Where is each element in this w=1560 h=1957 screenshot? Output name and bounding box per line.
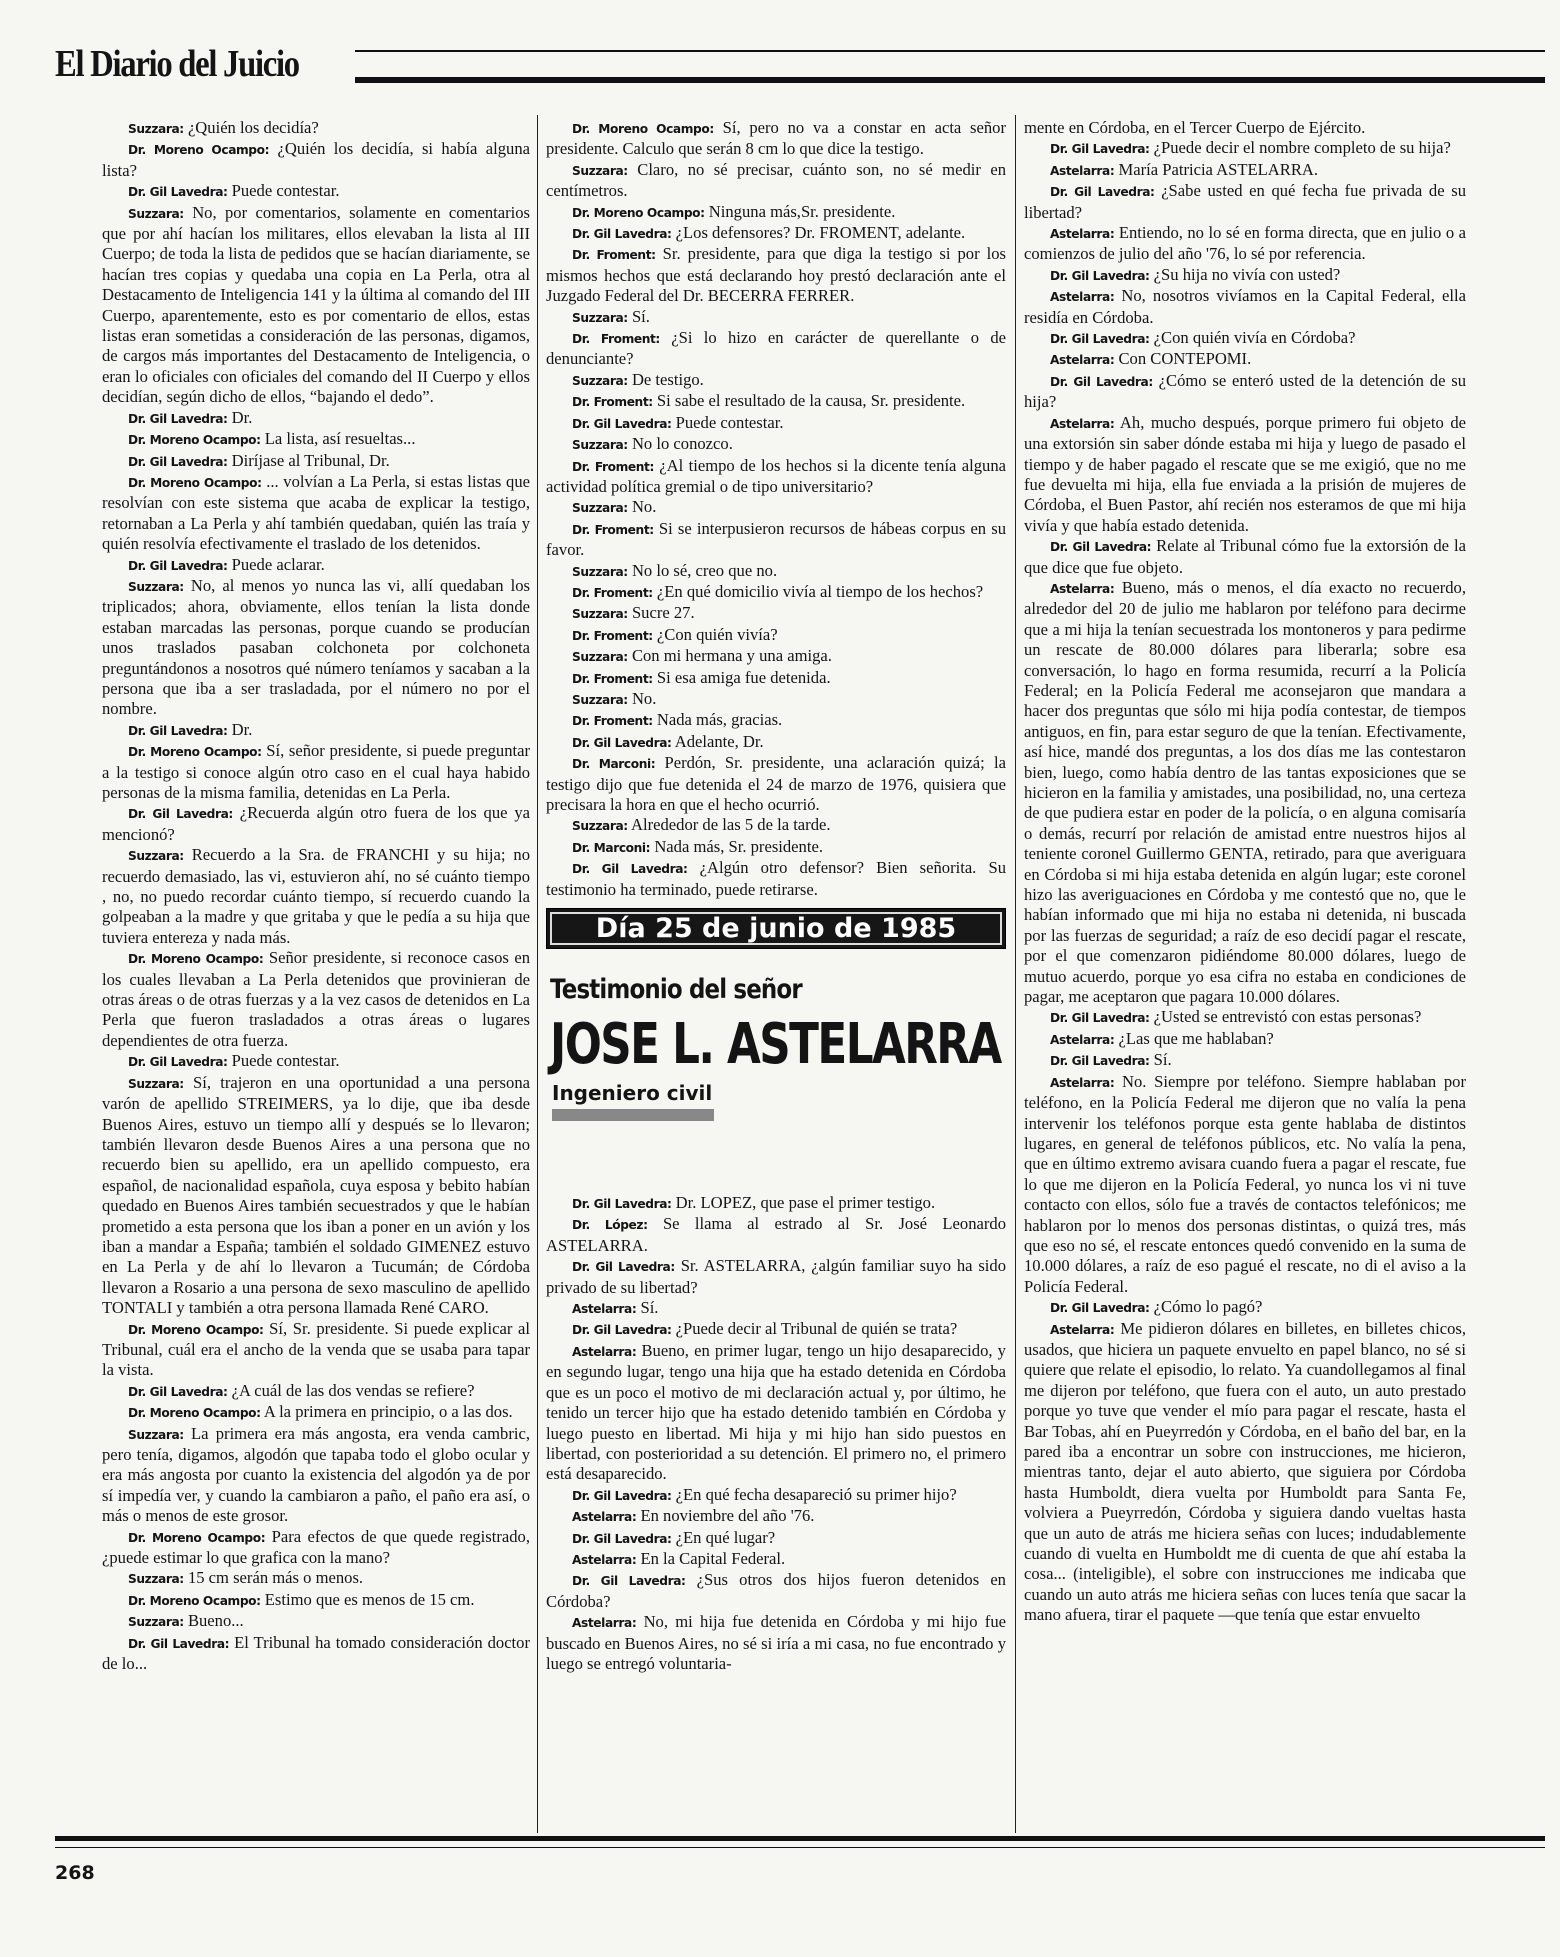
speech-text: Relate al Tribunal cómo fue la extorsión de la que dice que fue objeto. [1024,536,1466,577]
speech-text: Con CONTEPOMI. [1118,349,1252,369]
speech-text: No, al menos yo nunca las vi, allí quedaban los triplicados; ahora, obviamente, ellos tenían la lista donde estaban marcadas las personas, porque cuando se producían unos traslados pasaban colchoneta por colchoneta preguntándonos a nosotros qué número teníamos y sacaban a la persona que iba a ser trasladada, por el número no por el nombre. [102,575,530,719]
speech-text: Perdón, Sr. presidente, una aclaración quizá; la testigo dijo que fue detenida el 24 de marzo de 1976, quisiera que precisara la hora en que el hecho ocurrió. [546,753,1006,814]
speech-text: Recuerdo a la Sra. de FRANCHI y su hija; no recuerdo demasiado, las vi, estuvieron ahí, no sé cuánto tiempo , no, no puedo recordar cuánto tiempo, sí recuerdo cuando la golpeaban a la madre y que gritaba y que le pedía a su hija que tuviera entereza y nada más. [102,845,530,947]
speech-text: No. [631,497,657,517]
transcript-paragraph [546,1193,1006,1214]
speaker-label: Dr. Gil Lavedra: [572,1488,672,1503]
speaker-label: Dr. Marconi: [572,840,651,855]
transcript-paragraph [546,1319,1006,1340]
speech-text: ¿Usted se entrevistó con estas personas? [1153,1007,1422,1027]
transcript-paragraph [1024,371,1466,413]
speaker-label: Dr. Moreno Ocampo: [128,952,264,967]
speaker-label: Suzzara: [572,310,628,325]
speaker-label: Astelarra: [1050,1075,1115,1090]
speech-text: Se llama al estrado al Sr. José Leonardo ASTELARRA. [546,1214,1006,1255]
transcript-paragraph [546,815,1006,836]
speech-text: Dr. [231,719,253,739]
transcript-paragraph [1024,1072,1466,1297]
speaker-label: Dr. Gil Lavedra: [128,1055,228,1070]
transcript-paragraph [546,1506,1006,1527]
speaker-label: Suzzara: [128,1427,184,1442]
speech-text: Bueno, en primer lugar, tengo un hijo desaparecido, y en segundo lugar, tengo una hija que ha estado detenida en Córdoba que es un poco el motivo de mi declaración actual y, por último, he tenido un tercer hijo que ha estado detenido también en Córdoba y luego puesto en libertad. Mi hija y mi hijo han sido puestos en libertad, con posterioridad a su detención. El primero no, el primero está desaparecido. [546,1340,1006,1484]
speech-text: La primera era más angosta, era venda cambric, pero tenía, digamos, algodón que tapaba todo el globo ocular y era más angosta por cuanto la existencia del algodón ya de por sí impedía ver, y cuando la cambiaron a paño, el paño era así, o más o menos de este grosor. [102,1423,530,1526]
speaker-label: Astelarra: [1050,290,1115,305]
speech-text: ¿Recuerda algún otro fuera de los que ya mencionó? [102,803,531,844]
transcript-paragraph [1024,286,1466,328]
transcript-paragraph [546,1214,1006,1256]
speech-text: ¿Al tiempo de los hechos si la dicente tenía alguna actividad política gremial o de tipo universitario? [546,455,1007,496]
speech-text: El Tribunal ha tomado consideración doctor de lo... [102,1632,530,1674]
transcript-paragraph [102,1568,530,1589]
speaker-label: Astelarra: [1050,1322,1115,1337]
transcript-paragraph [546,160,1006,202]
transcript-paragraph [546,582,1006,603]
speaker-label: Dr. Moreno Ocampo: [572,205,705,220]
speaker-label: Suzzara: [128,1572,184,1587]
speech-text: En noviembre del año '76. [640,1506,815,1526]
speech-text: Si esa amiga fue detenida. [656,667,831,687]
transcript-paragraph [102,181,530,202]
transcript-paragraph [102,1073,530,1319]
transcript-paragraph [546,391,1006,412]
transcript-paragraph [102,451,530,472]
masthead-rule-thin [355,50,1545,52]
transcript-paragraph [546,710,1006,731]
footer-rule-thick [55,1836,1545,1841]
speech-text: mente en Córdoba, en el Tercer Cuerpo de Ejército. [1024,118,1366,137]
speech-text: Sí, Sr. presidente. Si puede explicar al Tribunal, cuál era el ancho de la venda que se usaba para tapar la vista. [102,1318,530,1380]
speaker-label: Dr. Gil Lavedra: [1050,1301,1150,1316]
transcript-paragraph [102,803,530,845]
speech-text: Entiendo, no lo sé en forma directa, que en julio o a comienzos de julio del año '76, lo sé por referencia. [1024,223,1467,264]
transcript-paragraph [546,646,1006,667]
transcript-paragraph [102,1633,530,1675]
speech-text: Señor presidente, si reconoce casos en los cuales llevaban a La Perla detenidos que provinieran de otras áreas o de otras fuerzas y a la vez casos de detenidos en La Perla que fueron trasladados a otras áreas o lugares dependientes de otra fuerza. [102,948,530,1050]
speaker-label: Suzzara: [572,501,628,516]
speech-text: Si sabe el resultado de la causa, Sr. presidente. [656,391,966,411]
speaker-label: Dr. Marconi: [572,757,656,772]
transcript-paragraph [546,370,1006,391]
speaker-label: Astelarra: [572,1302,637,1317]
speech-text: ¿Quién los decidía, si había alguna lista? [102,139,530,180]
speaker-label: Dr. Gil Lavedra: [572,1197,672,1212]
transcript-paragraph [102,118,530,139]
speech-text: Sí. [631,306,650,326]
speech-text: No, nosotros vivíamos en la Capital Federal, ella residía en Córdoba. [1024,286,1466,327]
column-2-bottom-text [546,1193,1006,1674]
speech-text: No lo sé, creo que no. [631,560,778,580]
transcript-paragraph [102,720,530,741]
transcript-paragraph [1024,138,1466,159]
transcript-paragraph [1024,118,1466,138]
transcript-paragraph [1024,1029,1466,1050]
date-band: Día 25 de junio de 1985 [546,908,1006,949]
speech-text: Puede contestar. [231,1051,340,1071]
speaker-label: Dr. Gil Lavedra: [1050,332,1150,347]
speaker-label: Astelarra: [1050,581,1115,596]
speech-text: ¿Las que me hablaban? [1118,1028,1274,1048]
speaker-label: Dr. Froment: [572,671,653,686]
transcript-paragraph [546,307,1006,328]
transcript-paragraph [546,497,1006,518]
transcript-paragraph [102,741,530,803]
speech-text: Puede contestar. [675,412,784,432]
speech-text: Diríjase al Tribunal, Dr. [231,450,390,470]
speaker-label: Dr. Gil Lavedra: [128,1384,228,1399]
speech-text: ¿En qué fecha desapareció su primer hijo? [675,1484,957,1504]
speech-text: ¿Quién los decidía? [187,118,319,137]
speaker-label: Dr. Gil Lavedra: [128,558,228,573]
page-number: 268 [55,1862,95,1884]
transcript-paragraph [546,519,1006,561]
speech-text: ¿Cómo lo pagó? [1153,1297,1263,1317]
speaker-label: Dr. Gil Lavedra: [128,411,228,426]
speaker-label: Suzzara: [128,849,184,864]
transcript-paragraph [102,555,530,576]
speaker-label: Dr. Gil Lavedra: [1050,268,1150,283]
transcript-paragraph [102,139,530,181]
speech-text: Puede contestar. [231,181,340,201]
speech-text: Sí. [640,1298,659,1318]
transcript-paragraph [1024,413,1466,536]
speech-text: ¿Puede decir al Tribunal de quién se trata? [675,1319,958,1339]
transcript-paragraph [546,732,1006,753]
speech-text: Claro, no sé precisar, cuánto son, no sé medir en centímetros. [546,159,1006,201]
speech-text: ¿A cuál de las dos vendas se refiere? [231,1380,475,1400]
transcript-paragraph [102,1590,530,1611]
transcript-paragraph [102,1424,530,1527]
transcript-paragraph [102,948,530,1051]
speech-text: Con mi hermana y una amiga. [631,646,832,666]
text-column-2 [546,118,1006,1674]
speaker-label: Dr. Gil Lavedra: [1050,540,1152,555]
transcript-paragraph [546,1256,1006,1298]
transcript-paragraph [546,753,1006,815]
transcript-paragraph [546,456,1006,498]
speech-text: Sucre 27. [631,603,695,623]
speaker-label: Dr. Froment: [572,332,660,347]
transcript-paragraph [546,202,1006,223]
speech-text: A la primera en principio, o a las dos. [263,1402,513,1422]
speaker-label: Dr. Gil Lavedra: [1050,142,1150,157]
transcript-paragraph [102,1319,530,1381]
speech-text: Sr. presidente, para que diga la testigo si por los mismos hechos que está declarando hoy prestó declaración ante el Juzgado Federal del Dr. BECERRA FERRER. [546,244,1006,306]
speaker-label: Suzzara: [572,692,628,707]
speaker-label: Dr. Froment: [572,585,653,600]
speech-text: ¿Su hija no vivía con usted? [1153,264,1341,284]
speaker-label: Dr. Gil Lavedra: [128,185,228,200]
transcript-paragraph [546,603,1006,624]
speaker-label: Dr. Gil Lavedra: [572,227,672,242]
speaker-label: Dr. Froment: [572,395,653,410]
witness-role: Ingeniero civil [552,1081,713,1106]
speaker-label: Suzzara: [128,1615,184,1630]
transcript-paragraph [1024,160,1466,181]
transcript-paragraph [102,1051,530,1072]
transcript-paragraph [546,1528,1006,1549]
speech-text: De testigo. [631,369,704,389]
speaker-label: Suzzara: [572,373,628,388]
speech-text: Ah, mucho después, porque primero fui objeto de una extorsión sin saber dónde estaba mi hija y luego de pasado el tiempo y de haber pagado el rescate que se me exigió, que no me fue devuelta mi hija, ella fue enviada a la prisión de mujeres de Córdoba, el Buen Pastor, ahí recién nos esteramos de que mi hija vivía y que había estado detenida. [1024,412,1466,535]
transcript-paragraph [546,1341,1006,1485]
speech-text: ¿Con quién vivía en Córdoba? [1153,328,1356,348]
masthead-rule-thick [355,77,1545,83]
transcript-paragraph [1024,578,1466,1008]
speech-text: ¿Sabe usted en qué fecha fue privada de su libertad? [1024,181,1466,222]
speech-text: No lo conozco. [631,434,733,454]
speech-text: Dr. LOPEZ, que pase el primer testigo. [675,1193,936,1213]
speaker-label: Dr. Froment: [572,522,654,537]
transcript-paragraph [102,1402,530,1423]
transcript-paragraph [546,244,1006,306]
transcript-paragraph [102,408,530,429]
speaker-label: Dr. Moreno Ocampo: [128,745,262,760]
speaker-label: Dr. Moreno Ocampo: [128,475,262,490]
transcript-paragraph [102,1381,530,1402]
transcript-paragraph [546,413,1006,434]
speaker-label: Suzzara: [128,579,184,594]
speaker-label: Dr. Gil Lavedra: [572,735,672,750]
speech-text: En la Capital Federal. [640,1548,786,1568]
speaker-label: Suzzara: [128,206,184,221]
speech-text: Dr. [231,407,253,427]
speech-text: Estimo que es menos de 15 cm. [264,1589,475,1609]
transcript-paragraph [102,429,530,450]
transcript-paragraph [1024,223,1466,265]
speech-text: Alrededor de las 5 de la tarde. [631,815,831,835]
speaker-label: Suzzara: [572,163,628,178]
speaker-label: Astelarra: [1050,163,1115,178]
speaker-label: Dr. Gil Lavedra: [572,862,688,877]
transcript-paragraph [546,668,1006,689]
speaker-label: Suzzara: [572,650,628,665]
speaker-label: Dr. Moreno Ocampo: [128,1406,261,1421]
speaker-label: Dr. Froment: [572,459,654,474]
speech-text: María Patricia ASTELARRA. [1118,159,1319,179]
speaker-label: Suzzara: [572,438,628,453]
speech-text: Bueno, más o menos, el día exacto no recuerdo, alrededor del 20 de julio me hablaron por teléfono para decirme que a mi hija la tenían secuestrada los montoneros y para pedirme un rescate de 80.000 dólares para liberarla; sobre esa conversación, lo hago en forma resumida, recurrí a la Policía Federal; en la Policía Federal me aconsejaron que mandara a hacer dos preguntas que sólo mi hija podía contestar, de tiempos antiguos, en fin, para estar seguro de que la tenían. Efectivamente, así hice, mandé dos preguntas, a los dos días me las contestaron bien, luego, como había dentro de las tantas exposiciones que se hicieron en la familia y amistades, una posibilidad, no, una certeza de que pudiera estar en poder de la policía, o en alguna comisaría o demás, recurrí por relación de amistad entre nuestros hijos al teniente coronel Guillermo GENTA, retirado, para que averiguara en Córdoba si mi hija estaba detenida en algún lugar; este coronel hizo las averiguaciones en Córdoba y me contestó que no, que le habían informado que mi hija no estaba ni detenida, ni buscada por las fuerzas de seguridad; a raíz de eso decidí pagar el rescate, por el que comenzaron pidiéndome 80.000 dólares, luego de mutuo acuerdo, porque yo esa cifra no estaba en condiciones de pagar, me aceptaron que pagara 10.000 dólares. [1024,577,1466,1007]
transcript-paragraph [546,1570,1006,1612]
transcript-paragraph [102,845,530,948]
transcript-paragraph [102,1611,530,1632]
witness-name: JOSE L. ASTELARRA [550,1012,1001,1078]
speaker-label: Astelarra: [1050,227,1115,242]
transcript-paragraph [102,472,530,555]
speaker-label: Astelarra: [572,1552,637,1567]
transcript-paragraph [546,625,1006,646]
speaker-label: Dr. Gil Lavedra: [128,723,228,738]
transcript-paragraph [102,576,530,720]
transcript-paragraph [1024,349,1466,370]
speech-text: Sí, señor presidente, si puede preguntar a la testigo si conoce algún otro caso en el cual haya habido personas de la misma familia, detenidas en La Perla. [102,741,530,802]
speech-text: ¿En qué lugar? [675,1527,776,1547]
transcript-paragraph [546,118,1006,160]
speaker-label: Dr. Gil Lavedra: [128,807,233,822]
speech-text: Si se interpusieron recursos de hábeas corpus en su favor. [546,518,1006,560]
speech-text: Sí, trajeron en una oportunidad a una persona varón de apellido STREIMERS, ya lo dije, que iba desde Buenos Aires, estuvo un tiempo allí y después se lo llevaron; también llevaron desde Buenos Aires a una persona que no recuerdo bien su apellido, era un apellido compuesto, era español, de nacionalidad española, cuya esposa y bebito habían quedado en Buenos Aires también secuestrados y que le habían prometido a esta persona que los iban a poner en un avión y los iban a mandar a España; también el soldado GIMENEZ estuvo en La Perla y de ahí lo llevaron a Tucumán; de Córdoba llevaron a Rosario a una persona de sexo masculino de apellido TONTALI y también a otra persona llamada René CARO. [102,1072,530,1318]
speaker-label: Dr. Moreno Ocampo: [128,143,270,158]
speech-text: 15 cm serán más o menos. [187,1568,364,1588]
speaker-label: Dr. Gil Lavedra: [572,1323,672,1338]
column-2-top-text [546,118,1006,900]
speaker-label: Suzzara: [128,122,184,136]
speech-text: ¿Los defensores? Dr. FROMENT, adelante. [675,223,966,243]
speaker-label: Astelarra: [1050,353,1115,368]
speaker-label: Suzzara: [572,564,628,579]
speaker-label: Astelarra: [1050,1032,1115,1047]
speech-text: ¿Puede decir el nombre completo de su hija? [1153,138,1451,158]
speaker-label: Suzzara: [572,607,628,622]
speaker-label: Dr. Gil Lavedra: [572,416,672,431]
speaker-label: Dr. Moreno Ocampo: [128,433,261,448]
speech-text: ¿Cómo se enteró usted de la detención de su hija? [1024,370,1467,412]
transcript-paragraph [1024,328,1466,349]
column-divider-1 [537,115,538,1833]
transcript-paragraph [546,1298,1006,1319]
speech-text: Adelante, Dr. [674,731,764,751]
speech-text: No. [631,688,657,708]
decorative-grey-bar [552,1109,714,1121]
transcript-paragraph [546,1612,1006,1674]
speech-text: ¿Si lo hizo en carácter de querellante o de denunciante? [546,328,1006,369]
speaker-label: Dr. Gil Lavedra: [128,454,228,469]
speaker-label: Dr. Gil Lavedra: [128,1636,230,1651]
speech-text: Sr. ASTELARRA, ¿algún familiar suyo ha sido privado de su libertad? [546,1256,1006,1297]
speech-text: Nada más, gracias. [656,710,783,730]
transcript-paragraph [1024,1297,1466,1318]
speaker-label: Dr. Froment: [572,248,656,263]
transcript-paragraph [546,1549,1006,1570]
speaker-label: Dr. Gil Lavedra: [1050,1054,1150,1069]
speaker-label: Dr. Froment: [572,628,653,643]
transcript-paragraph [546,328,1006,370]
text-column-1 [102,118,530,1674]
speaker-label: Dr. Gil Lavedra: [1050,185,1155,200]
speaker-label: Dr. López: [572,1218,648,1233]
transcript-paragraph [1024,536,1466,578]
speech-text: Sí, pero no va a constar en acta señor presidente. Calculo que serán 8 cm lo que dice la testigo. [546,118,1006,159]
speech-text: Bueno... [187,1611,244,1631]
transcript-paragraph [546,434,1006,455]
transcript-paragraph [546,689,1006,710]
speaker-label: Astelarra: [572,1616,637,1631]
speaker-label: Dr. Froment: [572,714,653,729]
speaker-label: Astelarra: [1050,416,1115,431]
transcript-paragraph [1024,1319,1466,1626]
transcript-paragraph [1024,1050,1466,1071]
speaker-label: Dr. Gil Lavedra: [1050,374,1153,389]
transcript-paragraph [1024,265,1466,286]
speaker-label: Dr. Moreno Ocampo: [128,1593,261,1608]
speech-text: ... volvían a La Perla, si estas listas que resolvían con este sistema que acaba de explicar la testigo, retornaban a La Perla y ahí también quedaban, quién las traía y quién resolvía efectivamente el traslado de los detenidos. [102,471,530,554]
speech-text: ¿Algún otro defensor? Bien señorita. Su testimonio ha terminado, puede retirarse. [546,858,1007,899]
speaker-label: Astelarra: [572,1344,637,1359]
transcript-paragraph [546,223,1006,244]
speaker-label: Dr. Moreno Ocampo: [572,122,714,136]
speech-text: La lista, así resueltas... [264,429,416,449]
transcript-paragraph [546,858,1006,900]
speech-text: No, mi hija fue detenida en Córdoba y mi hijo fue buscado en Buenos Aires, no sé si iría a mi casa, no fue encontrado y luego se entregó voluntaria- [546,1612,1006,1673]
speech-text: ¿Con quién vivía? [656,624,778,644]
speech-text: Me pidieron dólares en billetes, en billetes chicos, usados, que hiciera un paquete envuelto en papel blanco, no sé si quiere que relate el episodio, lo relato. Ya cuandollegamos al final me dijeron por teléfono, que fuera con el auto, un auto prestado porque yo tuve que vender el mío para pagar el rescate, hasta el Bar Tobas, ahí en Pueyrredón y Córdoba, en el baño del bar, en la pared iba a encontrar un sobre con instrucciones, me hicieron, mientras tanto, dejar el auto abierto, que siguiera por Córdoba hasta Humboldt, diera vuelta por Humboldt para Santa Fe, volviera a Pueyrredón, Córdoba y siguiera dando vueltas hasta que un auto de atrás me hiciera señas con luces; indudablemente cuando di vuelta en Humboldt me di cuenta de que ahí estaba la cosa... (inteligible), el sobre con instrucciones me indicaba que cuando un auto atrás me hiciera señas con luces tenía que sacar la mano afuera, tirar el paquete —que tenía que estar envuelto [1024,1318,1466,1625]
speaker-label: Suzzara: [128,1076,184,1091]
speech-text: Para efectos de que quede registrado, ¿puede estimar lo que grafica con la mano? [102,1526,530,1568]
speech-text: Nada más, Sr. presidente. [654,836,823,856]
speaker-label: Dr. Gil Lavedra: [572,1531,672,1546]
transcript-paragraph [1024,181,1466,223]
speaker-label: Dr. Gil Lavedra: [572,1574,686,1589]
speaker-label: Dr. Moreno Ocampo: [128,1322,264,1337]
footer-rule-thin [55,1847,1545,1848]
column-divider-2 [1015,115,1016,1833]
testimony-kicker: Testimonio del señor [550,974,802,1006]
speech-text: ¿Sus otros dos hijos fueron detenidos en Córdoba? [546,1570,1006,1611]
speech-text: Puede aclarar. [231,554,325,574]
speaker-label: Astelarra: [572,1510,637,1525]
text-column-3 [1024,118,1466,1626]
transcript-paragraph [546,837,1006,858]
speaker-label: Suzzara: [572,819,628,834]
transcript-paragraph [546,1485,1006,1506]
speech-text: No, por comentarios, solamente en comentarios que por ahí hacían los militares, ellos elevaban la lista al III Cuerpo; de toda la lista de pedidos que se hacían diariamente, se hacían tres copias y quedaba una copia en La Perla, otra al Destacamento de Inteligencia 141 y la última al comando del III Cuerpo, aparentemente, esto es por comentario de ellos, estas listas eran sometidas a consideración de las personas, digamos, de cargos más importantes del Destacamento de Inteligencia, o eran lo oficiales con oficiales del comando del II Cuerpo y ellos decidían, según dicho de ellos, “bajando el dedo”. [102,202,530,407]
transcript-paragraph [1024,1007,1466,1028]
transcript-paragraph [546,561,1006,582]
masthead [55,42,1545,90]
speech-text: No. Siempre por teléfono. Siempre hablaban por teléfono, en la Policía Federal me dijeron que no valía la pena intervenir los teléfonos porque esta gente hablaba de distintos lugares, en general de teléfonos públicos, etc. No valía la pena, que en último extremo avisara cuando fuera a pagar el rescate, fue lo que me dijeron en la Policía Federal, yo nunca los vi ni tuve contacto con ellos, sólo fue a través de contactos telefónicos; me hablaron por lo menos dos personas distintas, o quizá tres, más que eso no sé, el rescate entonces quedó convenido en la suma de 10.000 dólares, a raíz de eso pagué el rescate, no di el aviso a la Policía Federal. [1024,1071,1466,1296]
speech-text: Sí. [1153,1050,1172,1070]
speaker-label: Dr. Gil Lavedra: [572,1260,675,1275]
transcript-paragraph [102,1527,530,1569]
speaker-label: Dr. Moreno Ocampo: [128,1530,266,1545]
publication-title: El Diario del Juicio [55,43,299,85]
transcript-paragraph [102,203,530,408]
speech-text: Ninguna más,Sr. presidente. [708,201,896,221]
speaker-label: Dr. Gil Lavedra: [1050,1011,1150,1026]
speech-text: ¿En qué domicilio vivía al tiempo de los hechos? [656,581,984,601]
